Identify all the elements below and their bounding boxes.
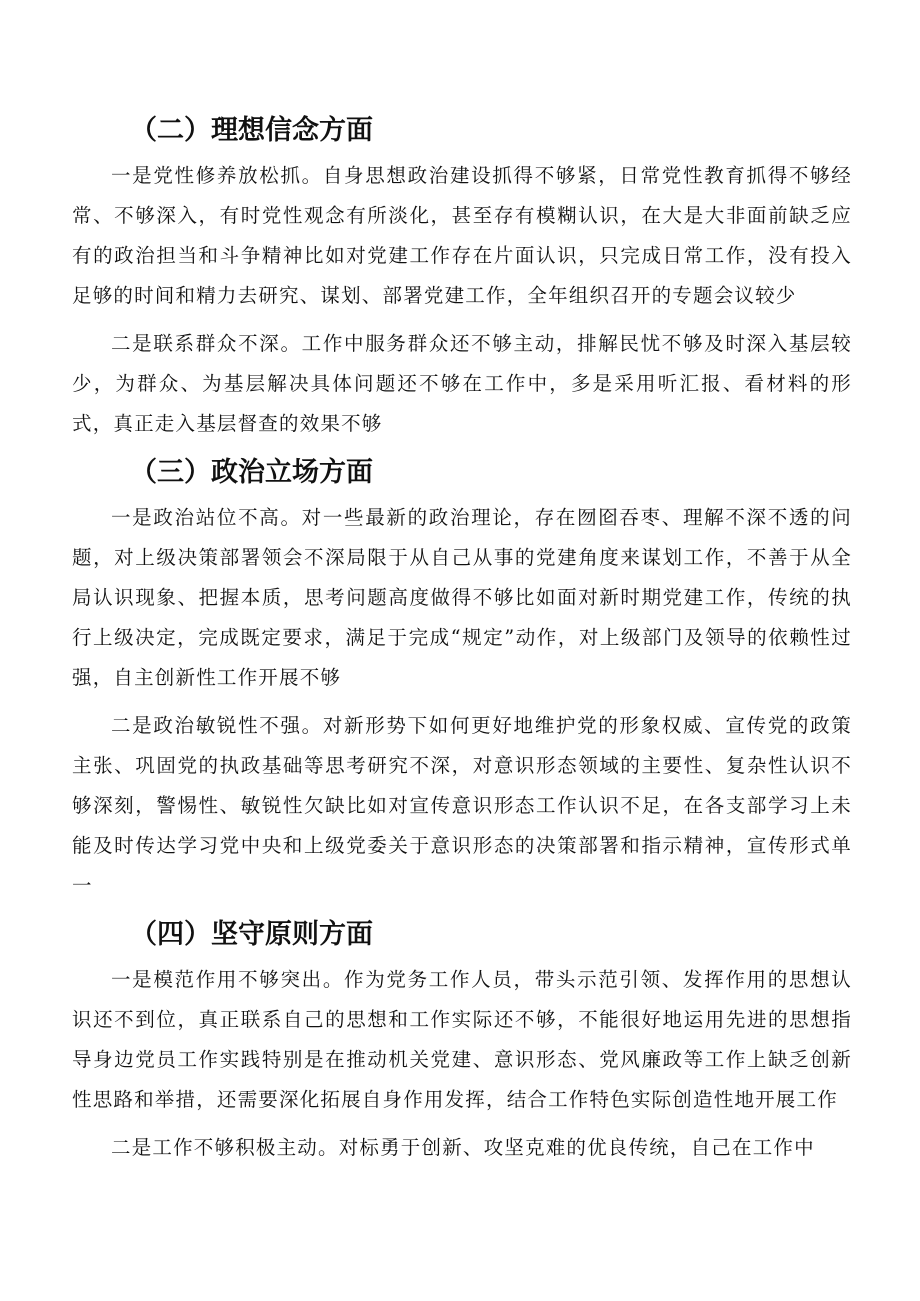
section-principles	[72, 914, 852, 1168]
paragraph: 一是政治站位不高。对一些最新的政治理论，存在囫囵吞枣、理解不深不透的问题，对上级决策部署领会不深局限于从自己从事的党建角度来谋划工作，不善于从全局认识现象、把握本质，思考问题高度做得不够比如面对新时期党建工作，传统的执行上级决定，完成既定要求，满足于完成“规定”动作，对上级部门及领导的依赖性过强，自主创新性工作开展不够	[72, 506, 852, 689]
paragraph: 二是联系群众不深。工作中服务群众还不够主动，排解民忧不够及时深入基层较少，为群众、为基层解决具体问题还不够在工作中，多是采用听汇报、看材料的形式，真正走入基层督查的效果不够	[72, 332, 852, 435]
paragraph: 一是模范作用不够突出。作为党务工作人员，带头示范引领、发挥作用的思想认识还不到位，真正联系自己的思想和工作实际还不够，不能很好地运用先进的思想指导身边党员工作实践特别是在推动机关党建、意识形态、党风廉政等工作上缺乏创新性思路和举措，还需要深化拓展自身作用发挥，结合工作特色实际创造性地开展工作	[72, 968, 852, 1111]
paragraph: 二是政治敏锐性不强。对新形势下如何更好地维护党的形象权威、宣传党的政策主张、巩固党的执政基础等思考研究不深，对意识形态领域的主要性、复杂性认识不够深刻，警惕性、敏锐性欠缺比如对宣传意识形态工作认识不足，在各支部学习上未能及时传达学习党中央和上级党委关于意识形态的决策部署和指示精神，宣传形式单一	[72, 714, 852, 897]
section-heading: （二）理想信念方面	[130, 115, 373, 146]
section-heading: （四）坚守原则方面	[130, 919, 373, 950]
section-heading: （三）政治立场方面	[130, 457, 373, 488]
section-ideals	[72, 110, 852, 444]
paragraph: 一是党性修养放松抓。自身思想政治建设抓得不够紧，日常党性教育抓得不够经常、不够深入，有时党性观念有所淡化，甚至存有模糊认识，在大是大非面前缺乏应有的政治担当和斗争精神比如对党建工作存在片面认识，只完成日常工作，没有投入足够的时间和精力去研究、谋划、部署党建工作，全年组织召开的专题会议较少	[72, 164, 852, 307]
paragraph: 二是工作不够积极主动。对标勇于创新、攻坚克难的优良传统，自己在工作中	[111, 1136, 815, 1159]
section-political-stance	[72, 452, 852, 906]
